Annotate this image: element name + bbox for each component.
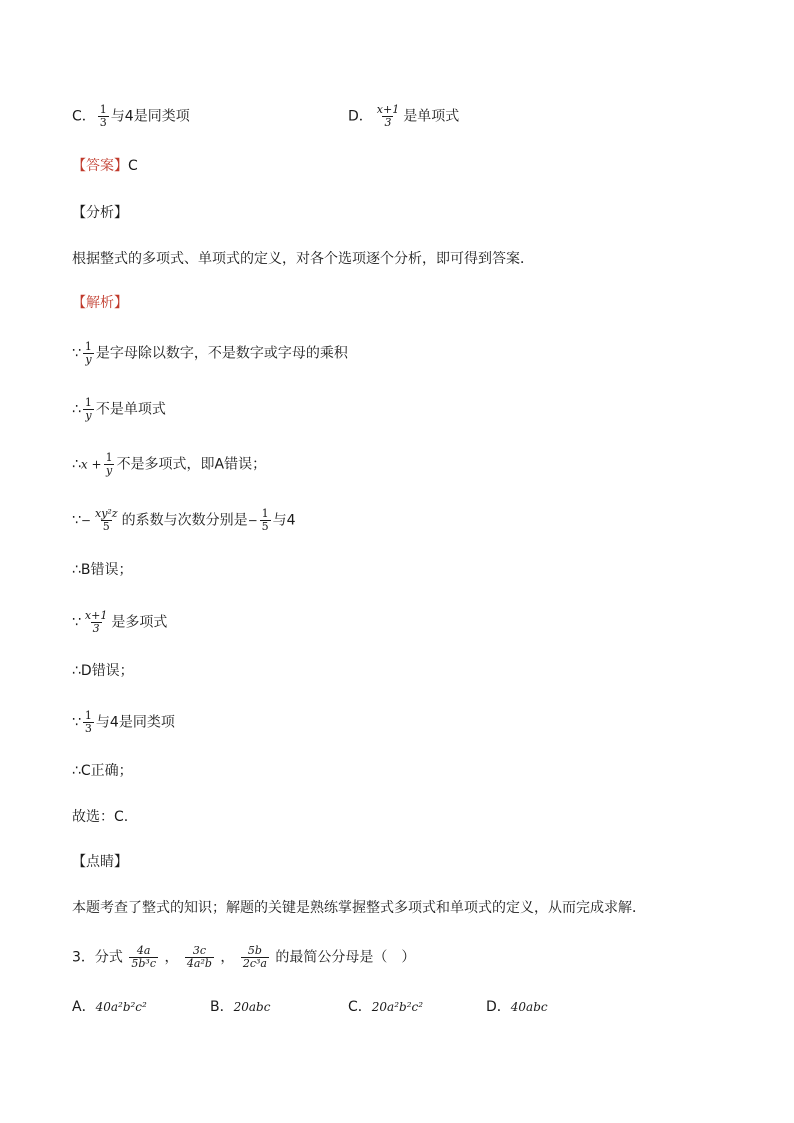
- fraction: $\frac{\text{xy²z}}{5}$: [94, 507, 118, 533]
- answer-tag: 【答案】: [72, 158, 128, 174]
- fraction: $\frac{x+1}{3}$: [84, 609, 108, 635]
- analysis-tag: 【分析】: [72, 205, 128, 221]
- question-3: 3．分式 $\frac{4a}{\text{5b³c}}$ ， $\frac{3c}{\text{4a²b}}$ ， $\frac{5b}{\text{2c³a}}$ 的最简公分母是（ ）: [72, 944, 416, 970]
- comment-text: 本题考查了整式的知识；解题的关键是熟练掌握整式多项式和单项式的定义，从而完成求解．: [72, 900, 646, 916]
- fraction: $\frac{3c}{\text{4a²b}}$: [186, 944, 212, 970]
- answer-line: [72, 156, 138, 176]
- fraction: $\frac{4a}{\text{5b³c}}$: [131, 944, 156, 970]
- option-d-label: D．: [348, 108, 373, 125]
- fraction: $\frac{1}{3}$: [84, 709, 92, 735]
- comment-tag: 【点睛】: [72, 854, 128, 870]
- solution-line-1: ∵ $\frac{1}{y}$ 是字母除以数字，不是数字或字母的乘积: [72, 340, 348, 366]
- q3-option-d: D．40abc: [486, 999, 548, 1015]
- fraction: $\frac{1}{y}$: [84, 340, 92, 366]
- q3-option-a: A．40a²b²c²: [72, 999, 147, 1015]
- solution-line-7: ∴D错误；: [72, 663, 134, 679]
- solution-line-8: ∵ $\frac{1}{3}$ 与4是同类项: [72, 709, 175, 735]
- solution-line-10: 故选：C.: [72, 809, 129, 825]
- fraction: $\frac{x+1}{3}$: [376, 103, 400, 129]
- answer-value: C: [128, 158, 138, 174]
- fraction: $\frac{1}{5}$: [261, 507, 269, 533]
- solution-line-2: ∴ $\frac{1}{y}$ 不是单项式: [72, 396, 166, 422]
- solution-line-3: ∴x + $\frac{1}{y}$ 不是多项式，即A错误；: [72, 451, 267, 477]
- q3-option-c: C．20a²b²c²: [348, 999, 424, 1015]
- solution-line-5: ∴B错误；: [72, 562, 133, 578]
- option-c: C． $\frac{1}{3}$ 与4是同类项: [72, 103, 190, 129]
- analysis-text: 根据整式的多项式、单项式的定义，对各个选项逐个分析，即可得到答案．: [72, 251, 534, 267]
- fraction: $\frac{1}{y}$: [84, 396, 92, 422]
- solution-line-9: ∴C正确；: [72, 763, 133, 779]
- fraction: $\frac{1}{y}$: [105, 451, 113, 477]
- option-d: D． $\frac{x+1}{3}$ 是单项式: [348, 103, 460, 129]
- solution-line-4: ∵− $\frac{\text{xy²z}}{5}$ 的系数与次数分别是− $\frac{1}{5}$ 与4: [72, 507, 296, 533]
- solution-line-6: ∵ $\frac{x+1}{3}$ 是多项式: [72, 609, 168, 635]
- q3-option-b: B．20abc: [210, 999, 271, 1015]
- option-c-label: C．: [72, 108, 96, 125]
- fraction: $\frac{1}{3}$: [99, 103, 107, 129]
- solution-tag: 【解析】: [72, 295, 128, 311]
- fraction: $\frac{5b}{\text{2c³a}}$: [242, 944, 267, 970]
